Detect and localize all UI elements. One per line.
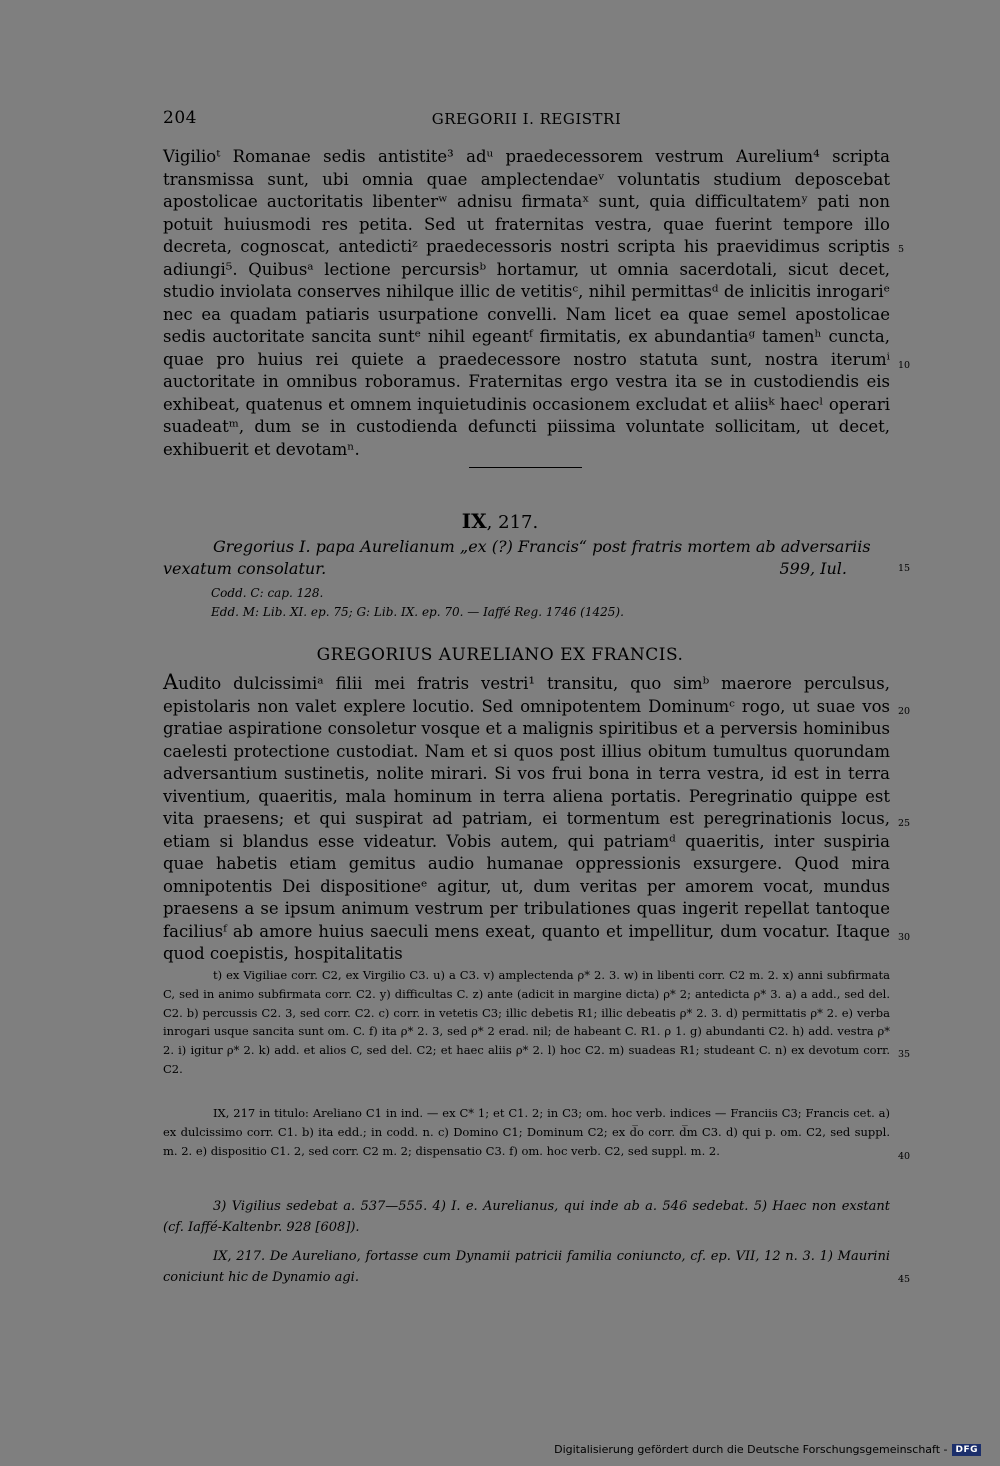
dfg-logo-icon: DFG	[952, 1444, 981, 1456]
running-title: GREGORII I. REGISTRI	[431, 110, 622, 128]
letter-paragraph	[163, 671, 890, 966]
letter-no: 217.	[498, 512, 539, 533]
letter-number-separator: ,	[486, 512, 499, 533]
codices-line: Codd. C: cap. 128.	[211, 586, 324, 600]
critical-apparatus-previous	[163, 966, 890, 1079]
line-number: 20	[898, 706, 911, 717]
previous-letter-text	[163, 146, 890, 461]
notes-paragraph: IX, 217. De Aureliano, fortasse cum Dynamii patricii familia coniuncto, cf. ep. VII, 12 n. 3. 1) Maurini coniciunt hic de Dynamio agi.	[163, 1249, 890, 1285]
line-number: 35	[898, 1049, 911, 1060]
line-number: 5	[898, 244, 905, 255]
letter-number	[0, 509, 1000, 533]
line-number: 30	[898, 932, 911, 943]
line-number: 25	[898, 818, 911, 829]
historical-notes-previous	[163, 1196, 890, 1238]
historical-notes-letter	[163, 1246, 890, 1288]
letter-book: IX	[461, 509, 487, 533]
letter-summary	[163, 536, 890, 580]
digitization-footer	[554, 1443, 981, 1456]
letter-text	[163, 671, 890, 966]
line-number: 45	[898, 1274, 911, 1285]
running-head	[163, 108, 890, 132]
apparatus-paragraph: IX, 217 in titulo: Areliano C1 in ind. — ex C* 1; et C1. 2; in C3; om. hoc verb. indices — Franciis C3; Francis cet. a) ex dulcissimo corr. C1. b) ita edd.; in codd. n. c) Domino C1; Dominum C2; ex d̅o corr. d̅m C3. d) qui p. om. C2, sed suppl. m. 2. e) dispositio C1. 2, sed corr. C2 m. 2; dispensatio C3. f) om. hoc verb. C2, sed suppl. m. 2.	[163, 1106, 890, 1158]
summary-line-end: vexatum consolatur.	[163, 559, 327, 578]
page-number: 204	[163, 108, 197, 128]
summary-line: Gregorius I. papa Aurelianum „ex (?) Francis“ post fratris mortem ab adversariis	[213, 537, 871, 556]
footer-credit: Digitalisierung gefördert durch die Deutsche Forschungsgemeinschaft -	[554, 1443, 948, 1456]
initial-letter: A	[163, 670, 179, 694]
apparatus-paragraph: t) ex Vigiliae corr. C2, ex Virgilio C3. u) a C3. v) amplectenda ρ* 2. 3. w) in libenti corr. C2 m. 2. x) anni subfirmata C, sed in animo subfirmata corr. C2. y) difficultas C. z) ante (adicit in margine dicta) ρ* 2; antedicta ρ* 3. a) a add., sed del. C2. b) percussis C2. 3, sed corr. C2. c) corr. in vetetis C3; illic debetis R1; illic debeatis ρ* 2. 3. d) permittatis ρ* 2. e) verba inrogari usque sancita sunt om. C. f) ita ρ* 2. 3, sed ρ* 2 erad. nil; de habeant C. R1. ρ 1. g) abundanti C2. h) add. vestra ρ* 2. i) igitur ρ* 2. k) add. et alios C, sed del. C2; et haec aliis ρ* 2. l) hoc C2. m) suadeas R1; studeant C. n) ex devotum corr. C2.	[163, 968, 890, 1076]
letter-date: 599, Iul.	[779, 559, 847, 578]
notes-paragraph: 3) Vigilius sedebat a. 537—555. 4) I. e. Aurelianus, qui inde ab a. 546 sedebat. 5) Haec non exstant (cf. Iaffé-Kaltenbr. 928 [608]).	[163, 1199, 890, 1235]
line-number: 10	[898, 360, 911, 371]
previous-letter-paragraph: Vigilioᵗ Romanae sedis antistite³ adᵘ praedecessorem vestrum Aurelium⁴ scripta transmissa sunt, ubi omnia quae amplectendaeᵛ voluntatis studium deposcebat apostolicae auctoritatis libenterʷ adnisu firmataˣ sunt, quia difficultatemʸ pati non potuit huiusmodi res petita. Sed ut fraternitas vestra, quae fuerint tempore illo decreta, cognoscat, antedictiᶻ praedecessoris nostri scripta his praevidimus scriptis adiungi⁵. Quibusᵃ lectione percursisᵇ hortamur, ut omnia sacerdotali, sicut decet, studio inviolata conserves nihilque illic de vetitisᶜ, nihil permittasᵈ de inlicitis inrogariᵉ nec ea quadam patiaris usurpatione convelli. Nam licet ea quae semel apostolicae sedis auctoritate sancita suntᵉ nihil egeantᶠ firmitatis, ex abundantiaᵍ tamenʰ cuncta, quae pro huius rei quiete a praedecessore nostro statuta sunt, nostra iterumⁱ auctoritate in omnibus roboramus. Fraternitas ergo vestra ita se in custodiendis eis exhibeat, quatenus et omnem inquietudinis occasionem excludat et aliisᵏ haecˡ operari suadeatᵐ, dum se in custodienda defuncti piissima voluntate sollicitam, ut decet, exhibuerit et devotamⁿ.	[163, 147, 890, 459]
critical-apparatus-letter	[163, 1104, 890, 1160]
line-number: 40	[898, 1151, 911, 1162]
line-number: 15	[898, 563, 911, 574]
section-divider	[469, 467, 582, 468]
manuscripts-editions	[211, 584, 624, 622]
summary-line	[163, 558, 890, 580]
editions-line: Edd. M: Lib. XI. ep. 75; G: Lib. IX. ep. 70. — Iaffé Reg. 1746 (1425).	[211, 605, 624, 619]
letter-heading: GREGORIUS AURELIANO EX FRANCIS.	[316, 645, 684, 665]
letter-paragraph-text: udito dulcissimiᵃ filii mei fratris vestri¹ transitu, quo simᵇ maerore perculsus, epistolaris non valet explere locutio. Sed omnipotentem Dominumᶜ rogo, ut suae vos gratiae aspiratione consoletur vosque et a malignis spiritibus et a perversis hominibus caelesti protectione custodiat. Nam et si quos post illius obitum tumultus quorundam adversantium sustinetis, nolite mirari. Si vos frui bona in terra vestra, id est in terra viventium, quaeritis, mala hominum in terra aliena portatis. Peregrinatio quippe est vita praesens; et qui suspirat ad patriam, ei tormentum est peregrinationis locus, etiam si blandus esse videatur. Vobis autem, qui patriamᵈ quaeritis, inter suspiria quae habetis etiam gemitus audio humanae oppressionis exsurgere. Quod mira omnipotentis Dei dispositioneᵉ agitur, ut, dum veritas per amorem vocat, mundus praesens a se ipsum animum vestrum per tribulationes quas ingerit repellat tantoque faciliusᶠ ab amore huius saeculi mens exeat, quanto et impellitur, dum vocatur. Itaque quod coepistis, hospitalitatis	[163, 674, 890, 963]
